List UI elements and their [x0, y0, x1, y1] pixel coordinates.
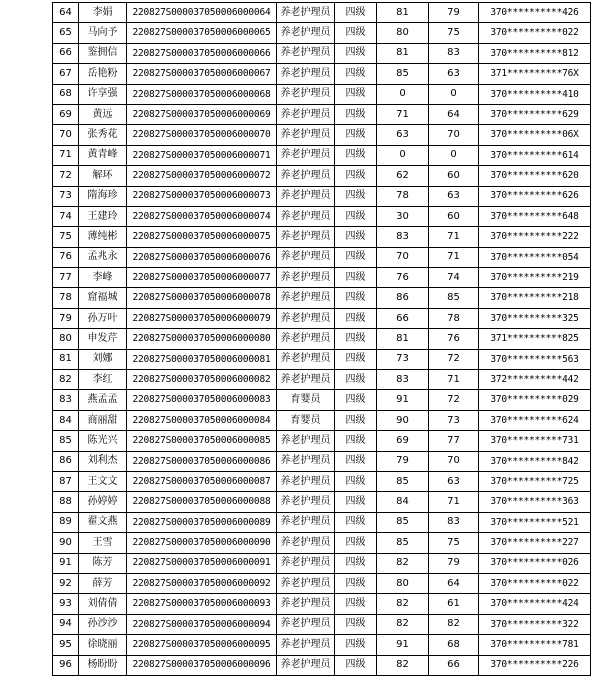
person-name: 黄远 — [79, 104, 127, 124]
theory-score: 0 — [377, 84, 429, 104]
occupation: 养老护理员 — [277, 186, 335, 206]
theory-score: 69 — [377, 431, 429, 451]
row-number: 65 — [53, 23, 79, 43]
person-name: 燕孟孟 — [79, 390, 127, 410]
skill-level: 四级 — [335, 43, 377, 63]
theory-score: 82 — [377, 614, 429, 634]
row-number: 84 — [53, 410, 79, 430]
table-row — [53, 370, 591, 390]
row-number: 79 — [53, 308, 79, 328]
table-row — [53, 349, 591, 369]
practical-score: 64 — [429, 573, 479, 593]
occupation: 养老护理员 — [277, 104, 335, 124]
id-card-number: 370**********781 — [479, 635, 591, 655]
occupation: 养老护理员 — [277, 268, 335, 288]
id-card-number: 370**********629 — [479, 104, 591, 124]
occupation: 养老护理员 — [277, 247, 335, 267]
table-row — [53, 3, 591, 23]
occupation: 养老护理员 — [277, 166, 335, 186]
person-name: 岳艳粉 — [79, 64, 127, 84]
person-name: 陈光兴 — [79, 431, 127, 451]
id-card-number: 370**********222 — [479, 227, 591, 247]
id-card-number: 370**********226 — [479, 655, 591, 675]
person-name: 张秀花 — [79, 125, 127, 145]
person-name: 孙婷婷 — [79, 492, 127, 512]
table-row — [53, 594, 591, 614]
practical-score: 71 — [429, 227, 479, 247]
occupation: 养老护理员 — [277, 84, 335, 104]
person-name: 刘倩倩 — [79, 594, 127, 614]
theory-score: 81 — [377, 3, 429, 23]
skill-level: 四级 — [335, 349, 377, 369]
table-row — [53, 471, 591, 491]
row-number: 72 — [53, 166, 79, 186]
occupation: 养老护理员 — [277, 349, 335, 369]
theory-score: 82 — [377, 655, 429, 675]
skill-level: 四级 — [335, 227, 377, 247]
row-number: 94 — [53, 614, 79, 634]
practical-score: 82 — [429, 614, 479, 634]
table-row — [53, 206, 591, 226]
id-card-number: 370**********812 — [479, 43, 591, 63]
theory-score: 86 — [377, 288, 429, 308]
skill-level: 四级 — [335, 370, 377, 390]
occupation: 养老护理员 — [277, 451, 335, 471]
row-number: 85 — [53, 431, 79, 451]
person-name: 孙沙沙 — [79, 614, 127, 634]
row-number: 66 — [53, 43, 79, 63]
skill-level: 四级 — [335, 553, 377, 573]
person-name: 翟文燕 — [79, 512, 127, 532]
id-card-number: 370**********022 — [479, 23, 591, 43]
practical-score: 76 — [429, 329, 479, 349]
practical-score: 71 — [429, 370, 479, 390]
table-row — [53, 533, 591, 553]
table-row — [53, 145, 591, 165]
registration-id: 220827S000037050006000072 — [127, 166, 277, 186]
id-card-number: 372**********442 — [479, 370, 591, 390]
registration-id: 220827S000037050006000069 — [127, 104, 277, 124]
occupation: 养老护理员 — [277, 370, 335, 390]
theory-score: 85 — [377, 64, 429, 84]
id-card-number: 371**********76X — [479, 64, 591, 84]
row-number: 64 — [53, 3, 79, 23]
registration-id: 220827S000037050006000071 — [127, 145, 277, 165]
practical-score: 60 — [429, 166, 479, 186]
row-number: 86 — [53, 451, 79, 471]
table-row — [53, 512, 591, 532]
theory-score: 90 — [377, 410, 429, 430]
registration-id: 220827S000037050006000068 — [127, 84, 277, 104]
id-card-number: 370**********521 — [479, 512, 591, 532]
registration-id: 220827S000037050006000075 — [127, 227, 277, 247]
person-name: 李峰 — [79, 268, 127, 288]
registration-id: 220827S000037050006000078 — [127, 288, 277, 308]
skill-level: 四级 — [335, 451, 377, 471]
registration-id: 220827S000037050006000083 — [127, 390, 277, 410]
table-row — [53, 655, 591, 675]
person-name: 鉴拥信 — [79, 43, 127, 63]
registration-id: 220827S000037050006000085 — [127, 431, 277, 451]
skill-level: 四级 — [335, 308, 377, 328]
row-number: 67 — [53, 64, 79, 84]
skill-level: 四级 — [335, 594, 377, 614]
skill-level: 四级 — [335, 104, 377, 124]
registration-id: 220827S000037050006000087 — [127, 471, 277, 491]
id-card-number: 370**********648 — [479, 206, 591, 226]
practical-score: 66 — [429, 655, 479, 675]
occupation: 养老护理员 — [277, 492, 335, 512]
theory-score: 73 — [377, 349, 429, 369]
practical-score: 75 — [429, 533, 479, 553]
person-name: 黄青峰 — [79, 145, 127, 165]
row-number: 88 — [53, 492, 79, 512]
registration-id: 220827S000037050006000074 — [127, 206, 277, 226]
skill-level: 四级 — [335, 64, 377, 84]
skill-level: 四级 — [335, 533, 377, 553]
occupation: 养老护理员 — [277, 512, 335, 532]
person-name: 刘娜 — [79, 349, 127, 369]
table-row — [53, 410, 591, 430]
person-name: 许享强 — [79, 84, 127, 104]
practical-score: 79 — [429, 3, 479, 23]
theory-score: 81 — [377, 43, 429, 63]
occupation: 养老护理员 — [277, 655, 335, 675]
id-card-number: 370**********725 — [479, 471, 591, 491]
skill-level: 四级 — [335, 125, 377, 145]
person-name: 刘利杰 — [79, 451, 127, 471]
person-name: 隋海珍 — [79, 186, 127, 206]
skill-level: 四级 — [335, 288, 377, 308]
id-card-number: 370**********626 — [479, 186, 591, 206]
theory-score: 71 — [377, 104, 429, 124]
theory-score: 85 — [377, 471, 429, 491]
registration-id: 220827S000037050006000090 — [127, 533, 277, 553]
practical-score: 64 — [429, 104, 479, 124]
theory-score: 30 — [377, 206, 429, 226]
person-name: 徐晓丽 — [79, 635, 127, 655]
skill-level: 四级 — [335, 635, 377, 655]
theory-score: 91 — [377, 635, 429, 655]
table-row — [53, 186, 591, 206]
id-card-number: 370**********06X — [479, 125, 591, 145]
skill-level: 四级 — [335, 166, 377, 186]
table-row — [53, 23, 591, 43]
id-card-number: 370**********026 — [479, 553, 591, 573]
row-number: 75 — [53, 227, 79, 247]
practical-score: 68 — [429, 635, 479, 655]
skill-level: 四级 — [335, 492, 377, 512]
row-number: 87 — [53, 471, 79, 491]
person-name: 解环 — [79, 166, 127, 186]
table-row — [53, 104, 591, 124]
person-name: 马向予 — [79, 23, 127, 43]
table-row — [53, 308, 591, 328]
practical-score: 83 — [429, 512, 479, 532]
person-name: 杨盼盼 — [79, 655, 127, 675]
id-card-number: 370**********624 — [479, 410, 591, 430]
id-card-number: 370**********054 — [479, 247, 591, 267]
practical-score: 63 — [429, 186, 479, 206]
occupation: 育婴员 — [277, 410, 335, 430]
person-name: 孟兆永 — [79, 247, 127, 267]
person-name: 薄纯彬 — [79, 227, 127, 247]
registration-id: 220827S000037050006000082 — [127, 370, 277, 390]
practical-score: 63 — [429, 64, 479, 84]
id-card-number: 370**********227 — [479, 533, 591, 553]
practical-score: 83 — [429, 43, 479, 63]
registration-id: 220827S000037050006000094 — [127, 614, 277, 634]
theory-score: 83 — [377, 227, 429, 247]
skill-level: 四级 — [335, 512, 377, 532]
row-number: 71 — [53, 145, 79, 165]
registration-id: 220827S000037050006000095 — [127, 635, 277, 655]
registration-id: 220827S000037050006000086 — [127, 451, 277, 471]
theory-score: 82 — [377, 553, 429, 573]
skill-level: 四级 — [335, 23, 377, 43]
registration-id: 220827S000037050006000092 — [127, 573, 277, 593]
id-card-number: 370**********426 — [479, 3, 591, 23]
table-row — [53, 288, 591, 308]
table-row — [53, 84, 591, 104]
row-number: 78 — [53, 288, 79, 308]
skill-level: 四级 — [335, 390, 377, 410]
practical-score: 72 — [429, 349, 479, 369]
id-card-number: 370**********219 — [479, 268, 591, 288]
id-card-number: 370**********614 — [479, 145, 591, 165]
theory-score: 80 — [377, 573, 429, 593]
skill-level: 四级 — [335, 329, 377, 349]
skill-level: 四级 — [335, 573, 377, 593]
table-row — [53, 227, 591, 247]
practical-score: 75 — [429, 23, 479, 43]
practical-score: 70 — [429, 125, 479, 145]
registration-id: 220827S000037050006000096 — [127, 655, 277, 675]
row-number: 69 — [53, 104, 79, 124]
occupation: 养老护理员 — [277, 23, 335, 43]
occupation: 养老护理员 — [277, 43, 335, 63]
table-row — [53, 614, 591, 634]
theory-score: 76 — [377, 268, 429, 288]
occupation: 养老护理员 — [277, 431, 335, 451]
occupation: 养老护理员 — [277, 3, 335, 23]
skill-level: 四级 — [335, 84, 377, 104]
table-row — [53, 492, 591, 512]
registration-id: 220827S000037050006000081 — [127, 349, 277, 369]
id-card-number: 370**********022 — [479, 573, 591, 593]
practical-score: 74 — [429, 268, 479, 288]
person-name: 李红 — [79, 370, 127, 390]
occupation: 养老护理员 — [277, 329, 335, 349]
occupation: 养老护理员 — [277, 553, 335, 573]
person-name: 商丽甜 — [79, 410, 127, 430]
occupation: 养老护理员 — [277, 125, 335, 145]
id-card-number: 371**********825 — [479, 329, 591, 349]
theory-score: 80 — [377, 23, 429, 43]
registration-id: 220827S000037050006000065 — [127, 23, 277, 43]
occupation: 养老护理员 — [277, 614, 335, 634]
skill-level: 四级 — [335, 655, 377, 675]
registration-id: 220827S000037050006000077 — [127, 268, 277, 288]
occupation: 养老护理员 — [277, 533, 335, 553]
row-number: 89 — [53, 512, 79, 532]
person-name: 申发芹 — [79, 329, 127, 349]
theory-score: 81 — [377, 329, 429, 349]
theory-score: 0 — [377, 145, 429, 165]
practical-score: 0 — [429, 84, 479, 104]
skill-level: 四级 — [335, 471, 377, 491]
registration-id: 220827S000037050006000070 — [127, 125, 277, 145]
table-row — [53, 247, 591, 267]
skill-level: 四级 — [335, 410, 377, 430]
id-card-number: 370**********029 — [479, 390, 591, 410]
practical-score: 78 — [429, 308, 479, 328]
skill-level: 四级 — [335, 186, 377, 206]
occupation: 养老护理员 — [277, 594, 335, 614]
registration-id: 220827S000037050006000089 — [127, 512, 277, 532]
practical-score: 61 — [429, 594, 479, 614]
practical-score: 77 — [429, 431, 479, 451]
theory-score: 66 — [377, 308, 429, 328]
theory-score: 63 — [377, 125, 429, 145]
table-row — [53, 451, 591, 471]
theory-score: 84 — [377, 492, 429, 512]
row-number: 91 — [53, 553, 79, 573]
row-number: 96 — [53, 655, 79, 675]
table-row — [53, 64, 591, 84]
registration-id: 220827S000037050006000076 — [127, 247, 277, 267]
row-number: 90 — [53, 533, 79, 553]
practical-score: 71 — [429, 247, 479, 267]
id-card-number: 370**********410 — [479, 84, 591, 104]
row-number: 76 — [53, 247, 79, 267]
skill-level: 四级 — [335, 614, 377, 634]
id-card-number: 370**********325 — [479, 308, 591, 328]
table-row — [53, 635, 591, 655]
theory-score: 82 — [377, 594, 429, 614]
table-row — [53, 573, 591, 593]
id-card-number: 370**********842 — [479, 451, 591, 471]
table-row — [53, 166, 591, 186]
registration-id: 220827S000037050006000064 — [127, 3, 277, 23]
registration-id: 220827S000037050006000091 — [127, 553, 277, 573]
registration-id: 220827S000037050006000084 — [127, 410, 277, 430]
occupation: 养老护理员 — [277, 145, 335, 165]
table-row — [53, 431, 591, 451]
occupation: 养老护理员 — [277, 206, 335, 226]
person-name: 王文文 — [79, 471, 127, 491]
row-number: 77 — [53, 268, 79, 288]
registration-id: 220827S000037050006000079 — [127, 308, 277, 328]
theory-score: 83 — [377, 370, 429, 390]
row-number: 74 — [53, 206, 79, 226]
exam-results-table — [52, 2, 591, 676]
registration-id: 220827S000037050006000073 — [127, 186, 277, 206]
skill-level: 四级 — [335, 268, 377, 288]
occupation: 养老护理员 — [277, 573, 335, 593]
occupation: 养老护理员 — [277, 288, 335, 308]
table-row — [53, 329, 591, 349]
row-number: 93 — [53, 594, 79, 614]
practical-score: 0 — [429, 145, 479, 165]
registration-id: 220827S000037050006000066 — [127, 43, 277, 63]
person-name: 窟福城 — [79, 288, 127, 308]
theory-score: 62 — [377, 166, 429, 186]
id-card-number: 370**********620 — [479, 166, 591, 186]
theory-score: 70 — [377, 247, 429, 267]
theory-score: 79 — [377, 451, 429, 471]
theory-score: 78 — [377, 186, 429, 206]
row-number: 95 — [53, 635, 79, 655]
skill-level: 四级 — [335, 431, 377, 451]
practical-score: 72 — [429, 390, 479, 410]
row-number: 82 — [53, 370, 79, 390]
row-number: 92 — [53, 573, 79, 593]
registration-id: 220827S000037050006000088 — [127, 492, 277, 512]
row-number: 81 — [53, 349, 79, 369]
table-row — [53, 390, 591, 410]
occupation: 养老护理员 — [277, 227, 335, 247]
person-name: 王建玲 — [79, 206, 127, 226]
registration-id: 220827S000037050006000080 — [127, 329, 277, 349]
table-row — [53, 125, 591, 145]
table-row — [53, 268, 591, 288]
id-card-number: 370**********563 — [479, 349, 591, 369]
skill-level: 四级 — [335, 145, 377, 165]
row-number: 83 — [53, 390, 79, 410]
row-number: 70 — [53, 125, 79, 145]
id-card-number: 370**********363 — [479, 492, 591, 512]
table-body — [53, 3, 591, 676]
row-number: 68 — [53, 84, 79, 104]
skill-level: 四级 — [335, 206, 377, 226]
practical-score: 71 — [429, 492, 479, 512]
person-name: 李娟 — [79, 3, 127, 23]
row-number: 73 — [53, 186, 79, 206]
registration-id: 220827S000037050006000067 — [127, 64, 277, 84]
person-name: 王雪 — [79, 533, 127, 553]
row-number: 80 — [53, 329, 79, 349]
person-name: 孙万叶 — [79, 308, 127, 328]
theory-score: 85 — [377, 512, 429, 532]
practical-score: 85 — [429, 288, 479, 308]
id-card-number: 370**********424 — [479, 594, 591, 614]
occupation: 养老护理员 — [277, 308, 335, 328]
theory-score: 91 — [377, 390, 429, 410]
skill-level: 四级 — [335, 3, 377, 23]
occupation: 育婴员 — [277, 390, 335, 410]
occupation: 养老护理员 — [277, 471, 335, 491]
id-card-number: 370**********731 — [479, 431, 591, 451]
registration-id: 220827S000037050006000093 — [127, 594, 277, 614]
practical-score: 79 — [429, 553, 479, 573]
table-row — [53, 553, 591, 573]
person-name: 薛芳 — [79, 573, 127, 593]
person-name: 陈芳 — [79, 553, 127, 573]
id-card-number: 370**********218 — [479, 288, 591, 308]
table-row — [53, 43, 591, 63]
practical-score: 73 — [429, 410, 479, 430]
occupation: 养老护理员 — [277, 635, 335, 655]
practical-score: 63 — [429, 471, 479, 491]
occupation: 养老护理员 — [277, 64, 335, 84]
practical-score: 70 — [429, 451, 479, 471]
skill-level: 四级 — [335, 247, 377, 267]
practical-score: 60 — [429, 206, 479, 226]
id-card-number: 370**********322 — [479, 614, 591, 634]
theory-score: 85 — [377, 533, 429, 553]
